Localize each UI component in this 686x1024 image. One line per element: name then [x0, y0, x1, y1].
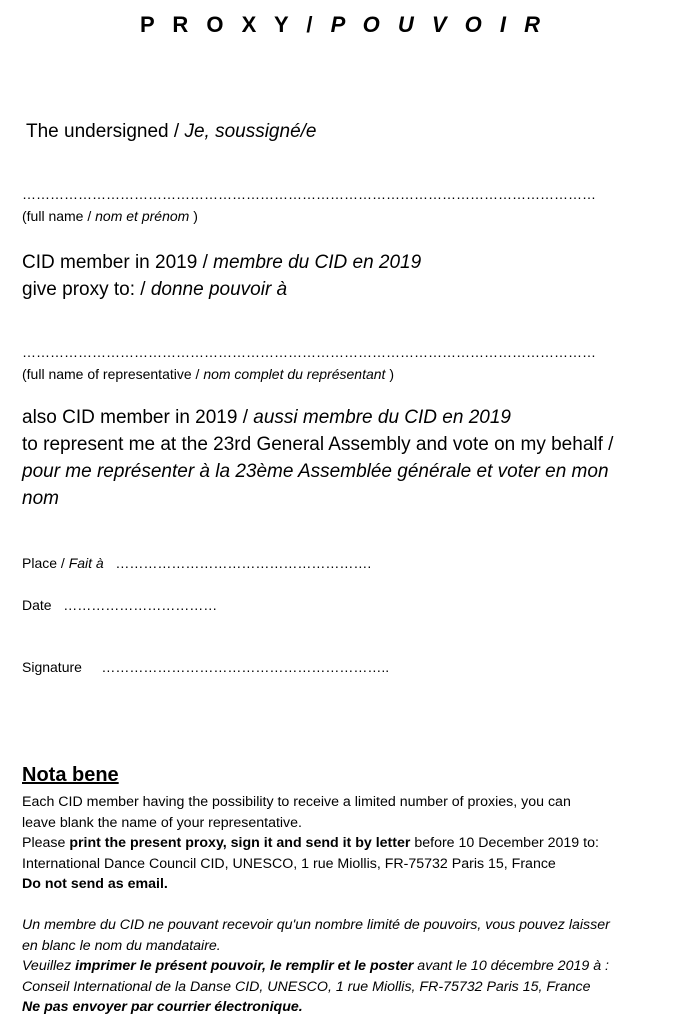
proxy-fr: donne pouvoir à	[150, 279, 288, 300]
rep-fr: nom complet du représentant	[203, 366, 386, 382]
date-line	[22, 597, 217, 613]
full-name-blank[interactable]: ……………………………………………………………………………………………………………	[22, 186, 596, 202]
full-name-open: (full name /	[22, 208, 96, 224]
nota-fr-2: en blanc le nom du mandataire.	[22, 937, 221, 954]
member-line	[22, 252, 421, 274]
nota-fr-4: Conseil International de la Danse CID, UNESCO, 1 rue Miollis, FR-75732 Paris 15, France	[22, 978, 591, 995]
place-fr: Fait à	[68, 555, 104, 571]
title-sep: /	[294, 12, 331, 37]
proxy-sep: /	[135, 279, 151, 300]
nota-en-2: leave blank the name of your representative.	[22, 814, 302, 831]
nota-en-1: Each CID member having the possibility to receive a limited number of proxies, you can	[22, 794, 571, 810]
proxy-line	[22, 279, 287, 301]
rep-close: )	[389, 366, 394, 382]
page-title	[0, 12, 686, 38]
place-blank[interactable]: ……………………………………………….	[115, 555, 372, 571]
undersigned-fr: Je, soussigné/e	[184, 121, 317, 142]
also-sep: /	[237, 407, 254, 428]
nota-fr-3a: Veuillez	[22, 958, 76, 974]
title-en: P R O X Y	[140, 12, 295, 37]
place-sep: /	[57, 555, 69, 571]
represent-en: to represent me at the 23rd General Assembly and vote on my behalf /	[22, 434, 614, 455]
nota-fr-block	[22, 915, 610, 1018]
signature-label: Signature	[22, 659, 82, 675]
full-name-close: )	[193, 208, 198, 224]
nota-en-3c: before 10 December 2019 to:	[410, 835, 599, 851]
nota-en-block	[22, 792, 599, 895]
nota-en-3	[22, 833, 599, 854]
representative-blank[interactable]: ……………………………………………………………………………………………………………	[22, 344, 596, 360]
nota-fr-3c: avant le 10 décembre 2019 à :	[413, 958, 609, 974]
date-label: Date	[22, 597, 52, 613]
proxy-en: give proxy to:	[22, 279, 135, 300]
also-en: also CID member in 2019	[22, 407, 238, 428]
member-fr: membre du CID en 2019	[213, 252, 422, 273]
undersigned-en: The undersigned	[26, 121, 169, 142]
undersigned-line	[26, 121, 316, 143]
full-name-caption	[22, 208, 198, 224]
signature-blank[interactable]: ……………………………………………………..	[101, 659, 390, 675]
nota-fr-3	[22, 956, 610, 977]
representative-caption	[22, 366, 394, 382]
nota-en-5: Do not send as email.	[22, 876, 168, 892]
title-fr: P O U V O I R	[330, 12, 546, 37]
also-member-line	[22, 407, 511, 429]
nota-bene-heading: Nota bene	[22, 764, 119, 786]
nota-en-4: International Dance Council CID, UNESCO, 1 rue Miollis, FR-75732 Paris 15, France	[22, 855, 556, 872]
place-line	[22, 555, 371, 571]
represent-fr-2: nom	[22, 488, 59, 509]
place-en: Place	[22, 555, 58, 571]
nota-fr-1: Un membre du CID ne pouvant recevoir qu'un nombre limité de pouvoirs, vous pouvez laisser	[22, 917, 610, 933]
also-fr: aussi membre du CID en 2019	[253, 407, 511, 428]
nota-fr-5: Ne pas envoyer par courrier électronique.	[22, 999, 303, 1015]
full-name-fr: nom et prénom	[95, 208, 190, 224]
date-blank[interactable]: ……………………………	[63, 597, 218, 613]
nota-en-3b: print the present proxy, sign it and send it by letter	[69, 835, 411, 851]
signature-line	[22, 659, 389, 675]
member-sep: /	[197, 252, 214, 273]
represent-fr-1: pour me représenter à la 23ème Assemblée générale et voter en mon	[22, 461, 609, 482]
nota-fr-3b: imprimer le présent pouvoir, le remplir et le poster	[75, 958, 414, 974]
undersigned-sep: /	[168, 121, 185, 142]
member-en: CID member in 2019	[22, 252, 198, 273]
nota-en-3a: Please	[22, 835, 70, 851]
rep-open: (full name of representative /	[22, 366, 204, 382]
